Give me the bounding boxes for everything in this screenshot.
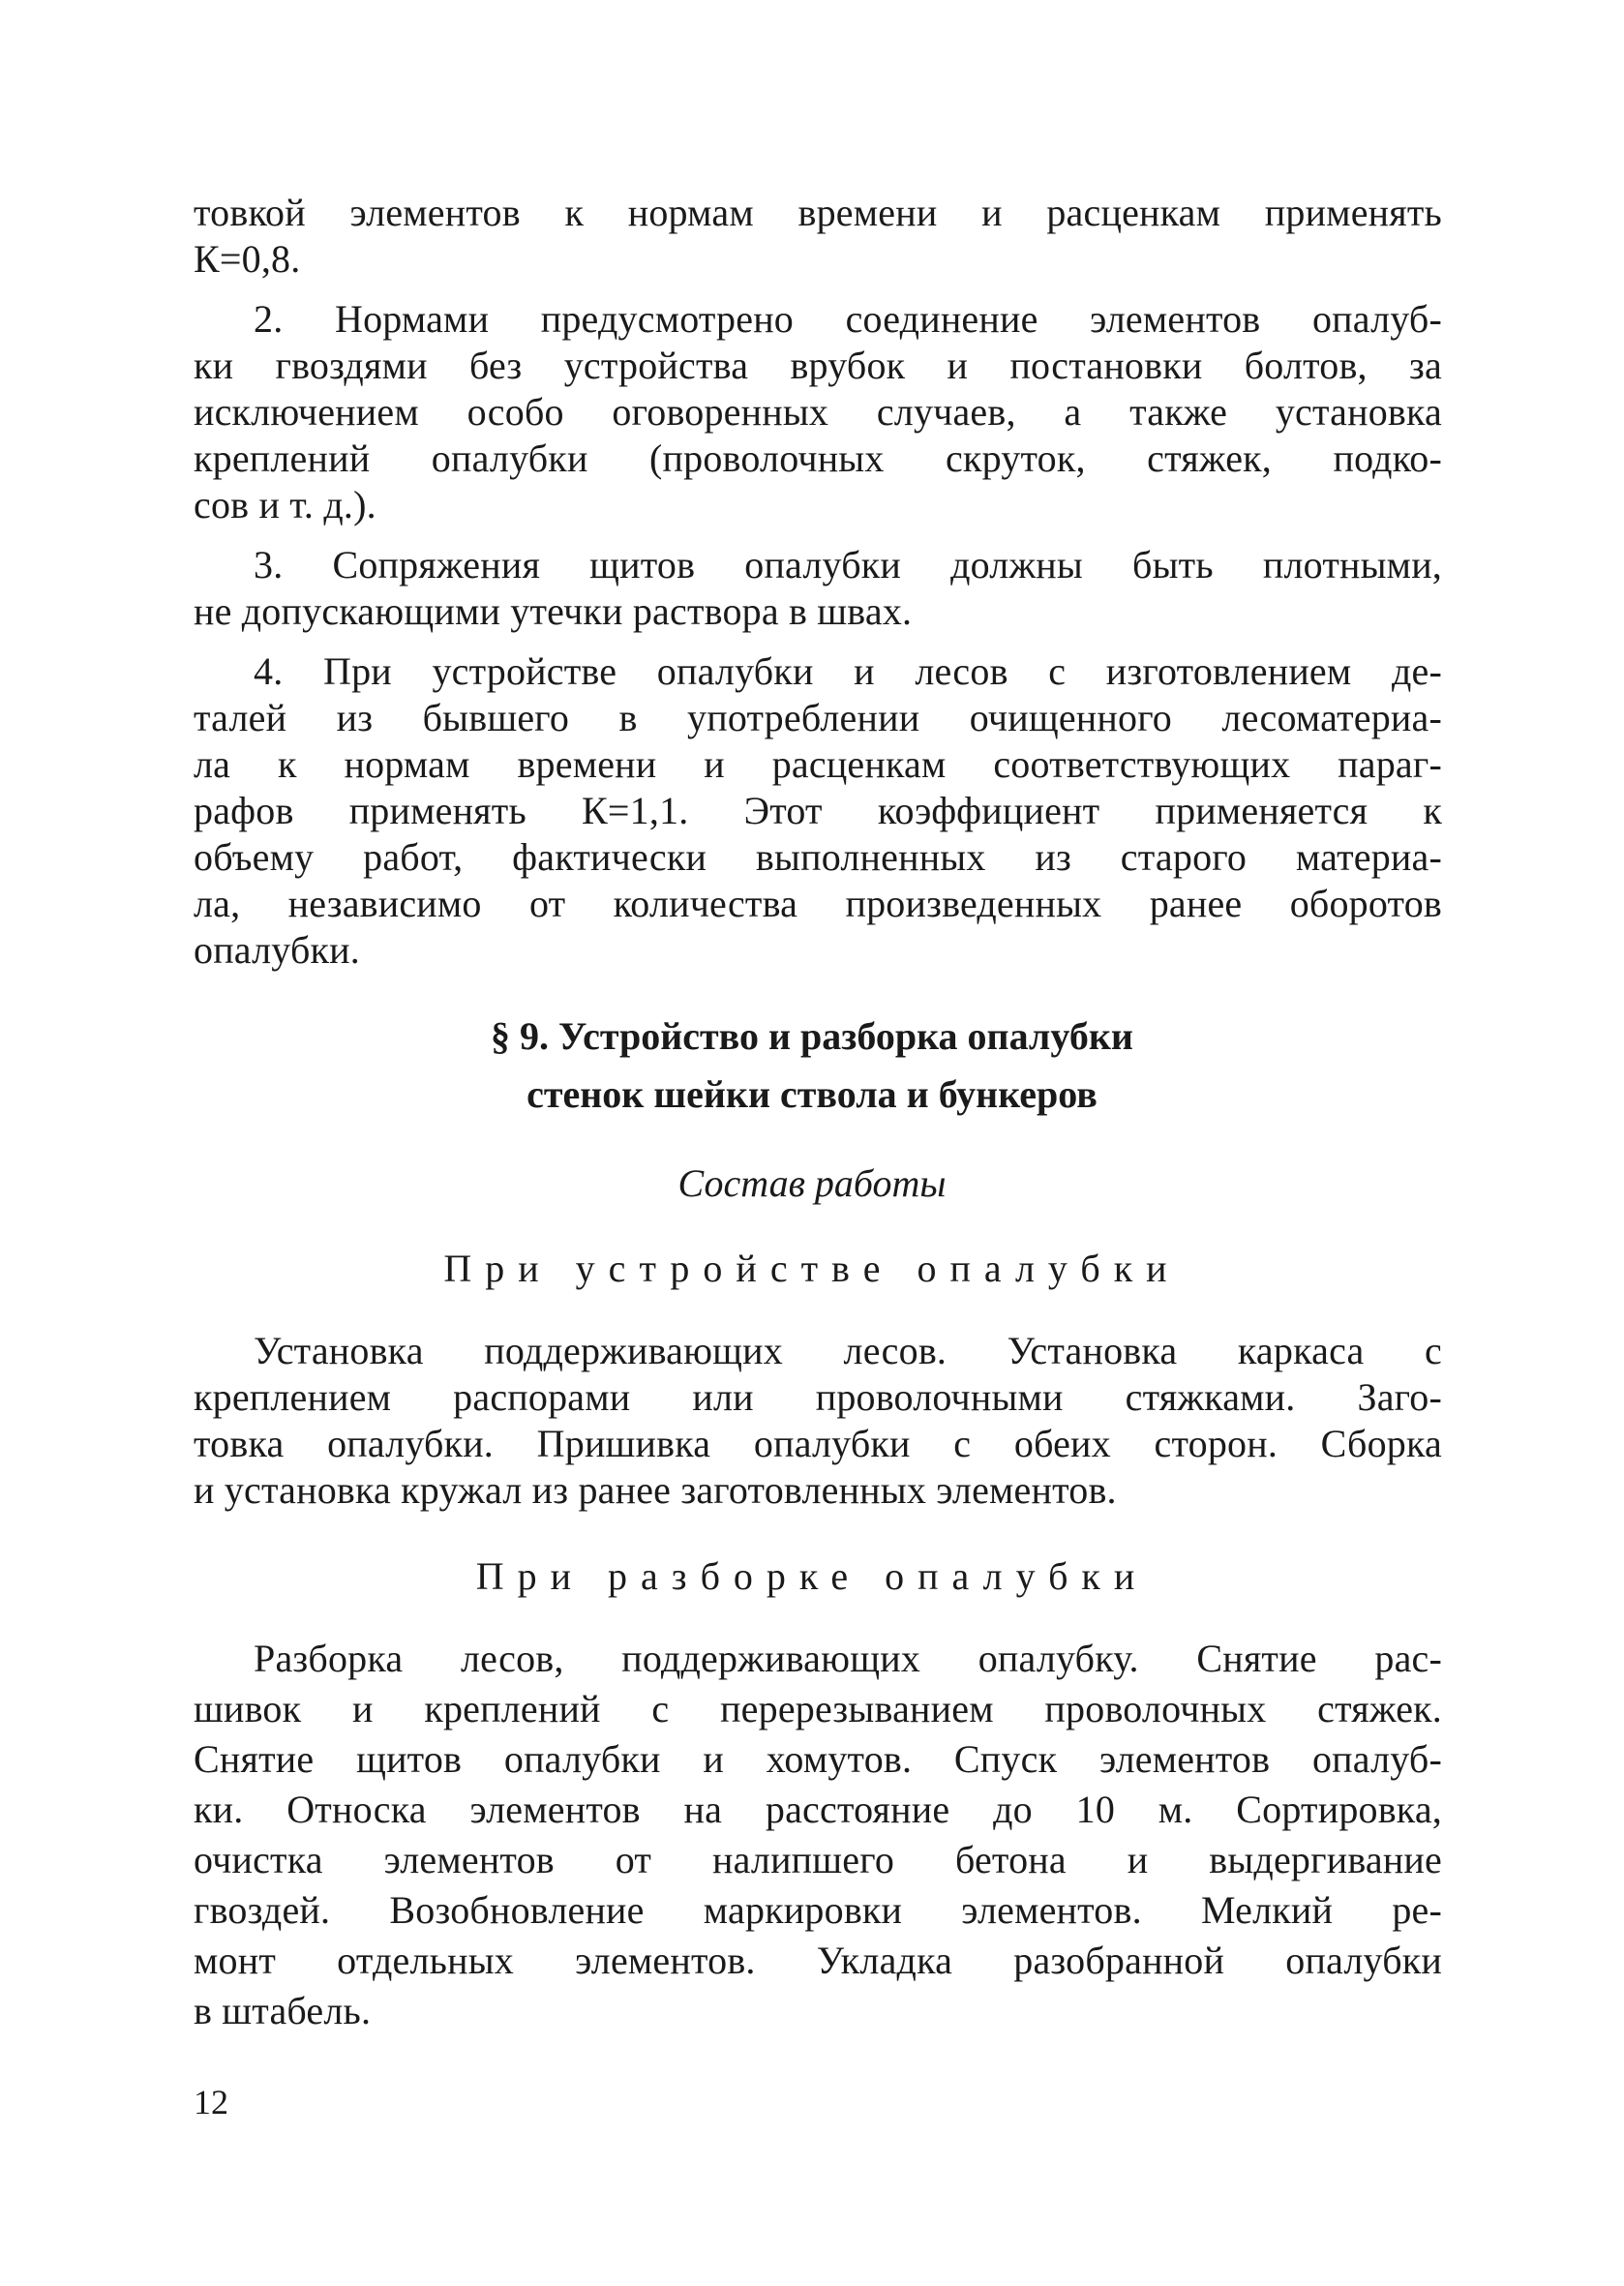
- text-line: Снятие щитов опалубки и хомутов. Спуск элементов опалуб-: [194, 1737, 1442, 1781]
- text-line: К=0,8.: [194, 237, 301, 281]
- text-line: рафов применять К=1,1. Этот коэффициент применяется к: [194, 789, 1442, 832]
- text-line: монт отдельных элементов. Укладка разобранной опалубки: [194, 1939, 1442, 1982]
- text-line: в штабель.: [194, 1989, 372, 2032]
- text-line: опалубки.: [194, 928, 360, 972]
- text-line: 4. При устройстве опалубки и лесов с изготовлением де-: [254, 649, 1442, 693]
- text-line: ки гвоздями без устройства врубок и постановки болтов, за: [194, 344, 1442, 387]
- text-line: 3. Сопряжения щитов опалубки должны быть плотными,: [254, 543, 1442, 587]
- text-line: шивок и креплений с перерезыванием проволочных стяжек.: [194, 1687, 1442, 1730]
- section-title-line-2: стенок шейки ствола и бункеров: [526, 1072, 1098, 1116]
- text-line: 2. Нормами предусмотрено соединение элементов опалуб-: [254, 297, 1442, 341]
- work-composition-title: Состав работы: [677, 1161, 947, 1205]
- text-line: товкой элементов к нормам времени и расценкам применять: [194, 191, 1442, 234]
- text-line: сов и т. д.).: [194, 483, 376, 526]
- text-line: не допускающими утечки раствора в швах.: [194, 589, 913, 633]
- installation-title: При устройстве опалубки: [443, 1247, 1181, 1290]
- dismantling-title: При разборке опалубки: [475, 1554, 1149, 1598]
- text-line: талей из бывшего в употреблении очищенного лесоматериа-: [194, 696, 1442, 739]
- section-title-line-1: § 9. Устройство и разборка опалубки: [491, 1014, 1133, 1058]
- text-line: Разборка лесов, поддерживающих опалубку. Снятие рас-: [254, 1637, 1442, 1680]
- text-line: креплений опалубки (проволочных скруток, стяжек, подко-: [194, 436, 1442, 480]
- text-line: ла к нормам времени и расценкам соответствующих параг-: [194, 742, 1442, 786]
- page-number: 12: [194, 2083, 228, 2121]
- text-line: ки. Относка элементов на расстояние до 10 м. Сортировка,: [194, 1788, 1442, 1831]
- text-line: исключением особо оговоренных случаев, а также установка: [194, 390, 1442, 434]
- text-line: очистка элементов от налипшего бетона и выдергивание: [194, 1838, 1442, 1881]
- text-line: объему работ, фактически выполненных из старого материа-: [194, 835, 1442, 879]
- text-line: Установка поддерживающих лесов. Установка каркаса с: [254, 1329, 1442, 1372]
- text-line: товка опалубки. Пришивка опалубки с обеих сторон. Сборка: [194, 1422, 1442, 1465]
- text-line: гвоздей. Возобновление маркировки элементов. Мелкий ре-: [194, 1888, 1442, 1932]
- text-line: ла, независимо от количества произведенных ранее оборотов: [194, 882, 1442, 925]
- text-line: и установка кружал из ранее заготовленных элементов.: [194, 1468, 1117, 1512]
- text-line: креплением распорами или проволочными стяжками. Заго-: [194, 1375, 1442, 1419]
